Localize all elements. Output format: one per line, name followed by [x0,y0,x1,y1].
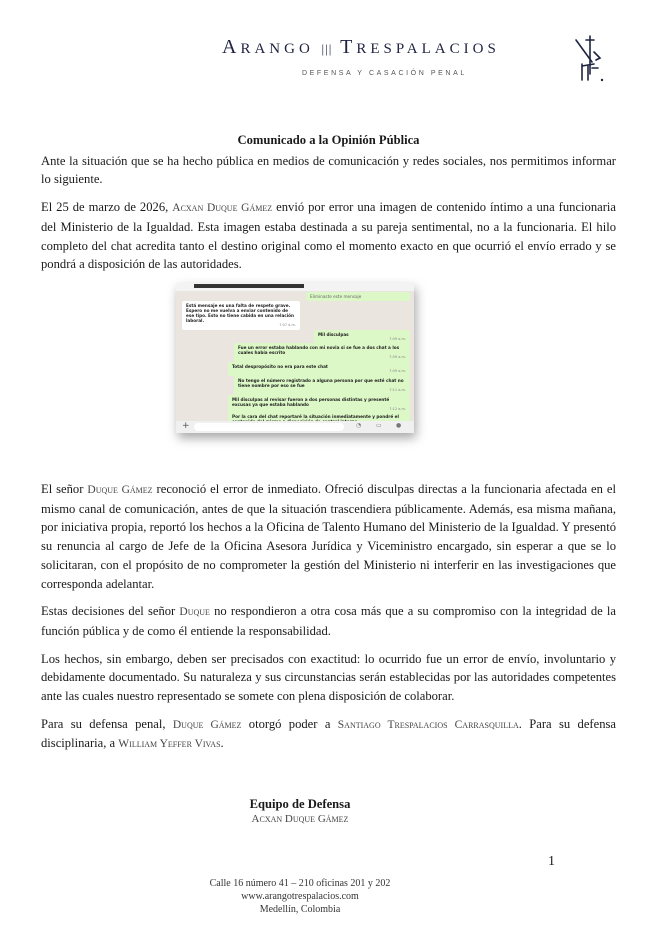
paragraph-defense [41,715,616,754]
tagline: DEFENSA Y CASACIÓN PENAL [302,70,467,77]
text: no respondieron a otra cosa más que a su compromiso con la integridad de la función pública y de como él entiende la responsabilidad. [41,604,617,638]
document-body-continued [41,480,616,763]
chat-screenshot [176,283,414,433]
handwritten-signature-icon [572,34,612,84]
text: Estas decisiones del señor [41,604,180,619]
footer [150,877,450,916]
footer-city: Medellín, Colombia [259,904,341,915]
text: reconoció el error de inmediato. Ofreció disculpas directas a la funcionaria afectada en el mismo canal de comunicación, antes de que la situación trascendiera públicamente. Además, esa misma mañana, por iniciativa propia, reportó los hechos a la Oficina de Talento Humano del Ministerio de la Igualdad. Y presentó su renuncia al cargo de Jefe de la Oficina Asesora Jurídica y Viceministro encargado, sin esperar a que se lo solicitaran, con el propósito de no comprometer la gestión del Ministerio ni interferir en las investigaciones que corresponda adelantar. [41,482,616,591]
text: El señor [41,482,88,496]
plus-icon: + [182,421,190,431]
footer-address: Calle 16 número 41 – 210 oficinas 201 y 202 [209,878,391,889]
paragraph-clarification: Los hechos, sin embargo, deben ser precisados con exactitud: lo ocurrido fue un error de envío, involuntario y debidamente documentado. Su naturaleza y sus circunstancias serán establecidas por las autoridades competentes ante las cuales nuestro representado se somete con plena disposición de colaborar. [41,651,616,704]
footer-website[interactable]: www.arangotrespalacios.com [241,891,359,902]
paragraph-commitment [41,602,616,640]
signature-team: Equipo de Defensa [249,797,351,811]
camera-icon: ▭ [376,422,382,429]
chat-message-incoming: Está mensaje es una falta de respeto grave. Espero no me vuelva a enviar contenido de ese tipo. Esto no tiene cabida en una relación laboral. 7:07 a.m. [182,301,300,330]
chat-message-outgoing: Mil disculpas 7:09 a.m. [314,330,410,344]
brand-separator: ||| [321,41,333,56]
penal-lawyer-name: Santiago Trespalacios Carrasquilla [337,718,519,731]
disciplinary-lawyer-name: William Yeffer Vivas [118,738,221,751]
closing-block [0,796,600,826]
client-name: Duque Gámez [87,484,153,496]
chat-input-bar [176,421,414,433]
microphone-icon: ● [396,422,402,429]
sticker-icon: ◔ [356,422,362,429]
paragraph-intro: Ante la situación que se ha hecho pública en medios de comunicación y redes sociales, nos permitimos informar lo siguiente. [41,153,616,187]
page-number: 1 [548,854,555,869]
brand-second: TRESPALACIOS [340,36,500,58]
chat-message-outgoing: Mil disculpas al revisar fueron a dos personas distintas y presenté excusas ya que estaba hablando 7:12 a.m. [228,395,410,414]
chat-message-outgoing: No tengo el número registrado a alguna persona por que esté chat no tiene nombre por eso se fue 7:11 a.m. [234,376,410,395]
text: Para su defensa penal, [41,716,173,731]
document-title: Comunicado a la Opinión Pública [237,133,420,147]
chat-message-outgoing: Por la cara del chat reportaré la situación inmediatamente y pondré el [228,412,410,422]
text: . [220,736,224,751]
chat-header [176,283,414,291]
signature-client: Acxan Duque Gámez [251,813,349,825]
text: El 25 de marzo de 2026, [41,200,173,215]
client-name: Duque [179,606,210,619]
text: otorgó poder a [241,716,338,731]
text: . Para su defensa disciplinaria, a [41,716,616,751]
chat-message-outgoing: Fue un error estaba hablando con mi novia si se fue a dos chat a los cuales había escrito 7:09 a.m. [234,343,410,362]
brand-name [222,36,500,59]
chat-message-outgoing: Total despropósito no era para este chat 7:09 a.m. [228,362,410,376]
paragraph-actions [41,480,616,593]
chat-input-field [194,423,344,431]
letterhead [0,0,650,110]
client-name: Duque Gámez [172,718,242,731]
text: envió por error una imagen de contenido íntimo a una funcionaria del Ministerio de la Igualdad. Esta imagen estaba destinada a su pareja sentimental, no a la funcionaria. El hilo completo del chat acredita tanto el destino original como el momento exacto en que ocurrió el envío errado y se pondrá a disposición de las autoridades. [41,200,616,272]
client-name: Acxan Duque Gámez [172,202,273,215]
paragraph-facts [41,198,616,274]
deleted-message-notice: Eliminaste este mensaje [306,292,410,301]
brand-first: ARANGO [222,36,314,58]
document-body [41,131,616,283]
